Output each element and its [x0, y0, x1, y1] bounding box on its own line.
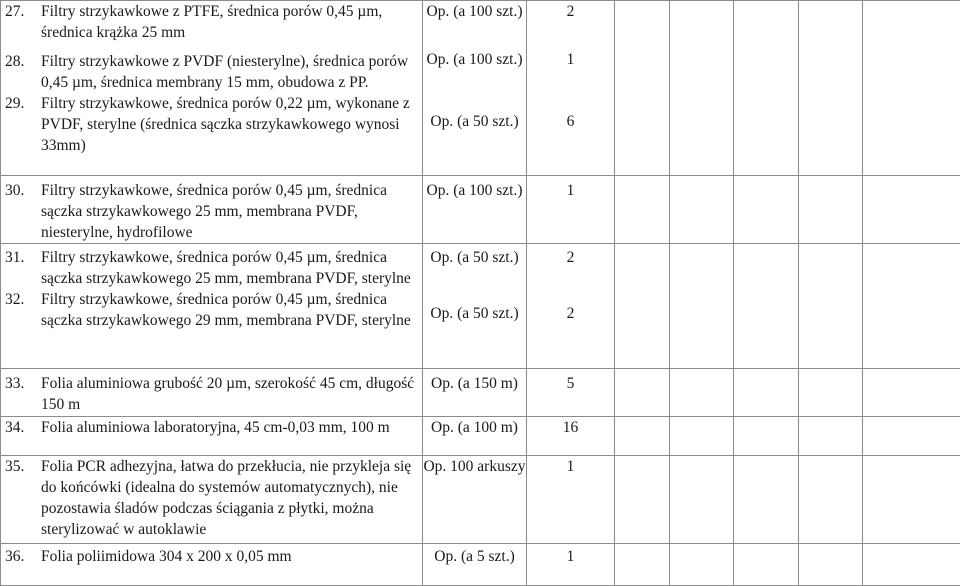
- empty-cell: [615, 1, 670, 176]
- quantity-cell: [527, 456, 615, 544]
- list-item: [1, 51, 422, 93]
- list-item: [1, 180, 422, 243]
- empty-cell: [734, 176, 799, 244]
- item-description: Filtry strzykawkowe z PTFE, średnica porów 0,45 µm, średnica krążka 25 mm: [41, 1, 422, 43]
- item-number: 27.: [1, 1, 41, 43]
- list-item: [1, 417, 422, 438]
- description-cell: [1, 1, 423, 176]
- item-unit: Op. (a 50 szt.): [423, 303, 526, 324]
- item-quantity: 2: [527, 1, 614, 49]
- empty-cell: [799, 369, 863, 417]
- table-row: [1, 369, 960, 417]
- item-quantity: 1: [527, 180, 614, 201]
- empty-cell: [615, 456, 670, 544]
- empty-cell: [734, 456, 799, 544]
- empty-cell: [615, 176, 670, 244]
- item-number: 31.: [1, 247, 41, 289]
- empty-cell: [670, 417, 734, 456]
- item-unit: Op. (a 100 szt.): [423, 1, 526, 49]
- description-cell: [1, 176, 423, 244]
- empty-cell: [863, 176, 960, 244]
- list-item: [1, 546, 422, 567]
- item-quantity: 16: [527, 417, 614, 438]
- item-quantity: 1: [527, 456, 614, 477]
- list-item: [1, 247, 422, 289]
- unit-cell: [423, 176, 527, 244]
- item-unit: Op. (a 5 szt.): [423, 546, 526, 567]
- table-row: [1, 456, 960, 544]
- description-cell: [1, 544, 423, 586]
- table-row: [1, 176, 960, 244]
- list-item: [1, 373, 422, 415]
- description-cell: [1, 369, 423, 417]
- item-number: 33.: [1, 373, 41, 415]
- quantity-cell: [527, 417, 615, 456]
- item-quantity: 2: [527, 303, 614, 324]
- quantity-cell: [527, 176, 615, 244]
- empty-cell: [670, 456, 734, 544]
- item-unit: Op. (a 50 szt.): [423, 111, 526, 132]
- list-item: [1, 93, 422, 156]
- item-description: Filtry strzykawkowe z PVDF (niesterylne), średnica porów 0,45 µm, średnica membrany 15 mm, obudowa z PP.: [41, 51, 422, 93]
- quantity-cell: [527, 1, 615, 176]
- unit-cell: [423, 456, 527, 544]
- empty-cell: [670, 369, 734, 417]
- description-cell: [1, 417, 423, 456]
- empty-cell: [863, 1, 960, 176]
- item-quantity: 6: [527, 111, 614, 132]
- unit-cell: [423, 544, 527, 586]
- item-unit: Op. (a 50 szt.): [423, 247, 526, 303]
- empty-cell: [615, 417, 670, 456]
- item-number: 34.: [1, 417, 41, 438]
- item-quantity: 1: [527, 546, 614, 567]
- empty-cell: [863, 544, 960, 586]
- empty-cell: [734, 417, 799, 456]
- item-quantity: 1: [527, 49, 614, 111]
- empty-cell: [734, 244, 799, 369]
- empty-cell: [799, 244, 863, 369]
- empty-cell: [734, 544, 799, 586]
- description-cell: [1, 244, 423, 369]
- item-description: Filtry strzykawkowe, średnica porów 0,22 µm, wykonane z PVDF, sterylne (średnica sączka strzykawkowego wynosi 33mm): [41, 93, 422, 156]
- description-cell: [1, 456, 423, 544]
- unit-cell: [423, 417, 527, 456]
- empty-cell: [670, 176, 734, 244]
- list-item: [1, 289, 422, 331]
- unit-cell: [423, 369, 527, 417]
- list-item: [1, 456, 422, 540]
- empty-cell: [615, 544, 670, 586]
- item-number: 30.: [1, 180, 41, 243]
- item-quantity: 2: [527, 247, 614, 303]
- quantity-cell: [527, 544, 615, 586]
- item-description: Folia aluminiowa grubość 20 µm, szerokość 45 cm, długość 150 m: [41, 373, 422, 415]
- empty-cell: [734, 1, 799, 176]
- list-item: [1, 1, 422, 43]
- empty-cell: [863, 417, 960, 456]
- item-unit: Op. (a 100 szt.): [423, 49, 526, 111]
- item-number: 32.: [1, 289, 41, 331]
- unit-cell: [423, 1, 527, 176]
- table-row: [1, 417, 960, 456]
- empty-cell: [615, 369, 670, 417]
- empty-cell: [670, 244, 734, 369]
- table-row: [1, 544, 960, 586]
- empty-cell: [799, 176, 863, 244]
- empty-cell: [799, 1, 863, 176]
- quantity-cell: [527, 369, 615, 417]
- item-description: Filtry strzykawkowe, średnica porów 0,45 µm, średnica sączka strzykawkowego 29 mm, membrana PVDF, sterylne: [41, 289, 422, 331]
- item-number: 36.: [1, 546, 41, 567]
- empty-cell: [863, 244, 960, 369]
- table-row: [1, 1, 960, 176]
- item-unit: Op. (a 150 m): [423, 373, 526, 394]
- empty-cell: [799, 417, 863, 456]
- item-description: Filtry strzykawkowe, średnica porów 0,45 µm, średnica sączka strzykawkowego 25 mm, membrana PVDF, niesterylne, hydrofilowe: [41, 180, 422, 243]
- item-description: Filtry strzykawkowe, średnica porów 0,45 µm, średnica sączka strzykawkowego 25 mm, membrana PVDF, sterylne: [41, 247, 422, 289]
- item-unit: Op. 100 arkuszy: [423, 456, 526, 477]
- empty-cell: [670, 544, 734, 586]
- item-description: Folia PCR adhezyjna, łatwa do przekłucia, nie przykleja się do końcówki (idealna do systemów automatycznych), nie pozostawia śladów podczas ściągania z płytki, można sterylizować w autoklawie: [41, 456, 422, 540]
- item-number: 35.: [1, 456, 41, 540]
- empty-cell: [863, 369, 960, 417]
- item-unit: Op. (a 100 szt.): [423, 180, 526, 201]
- empty-cell: [615, 244, 670, 369]
- item-description: Folia aluminiowa laboratoryjna, 45 cm-0,03 mm, 100 m: [41, 417, 422, 438]
- unit-cell: [423, 244, 527, 369]
- empty-cell: [670, 1, 734, 176]
- empty-cell: [799, 544, 863, 586]
- item-quantity: 5: [527, 373, 614, 394]
- empty-cell: [799, 456, 863, 544]
- empty-cell: [863, 456, 960, 544]
- empty-cell: [734, 369, 799, 417]
- item-number: 29.: [1, 93, 41, 156]
- item-number: 28.: [1, 51, 41, 93]
- item-description: Folia poliimidowa 304 x 200 x 0,05 mm: [41, 546, 422, 567]
- item-unit: Op. (a 100 m): [423, 417, 526, 438]
- table-row: [1, 244, 960, 369]
- quantity-cell: [527, 244, 615, 369]
